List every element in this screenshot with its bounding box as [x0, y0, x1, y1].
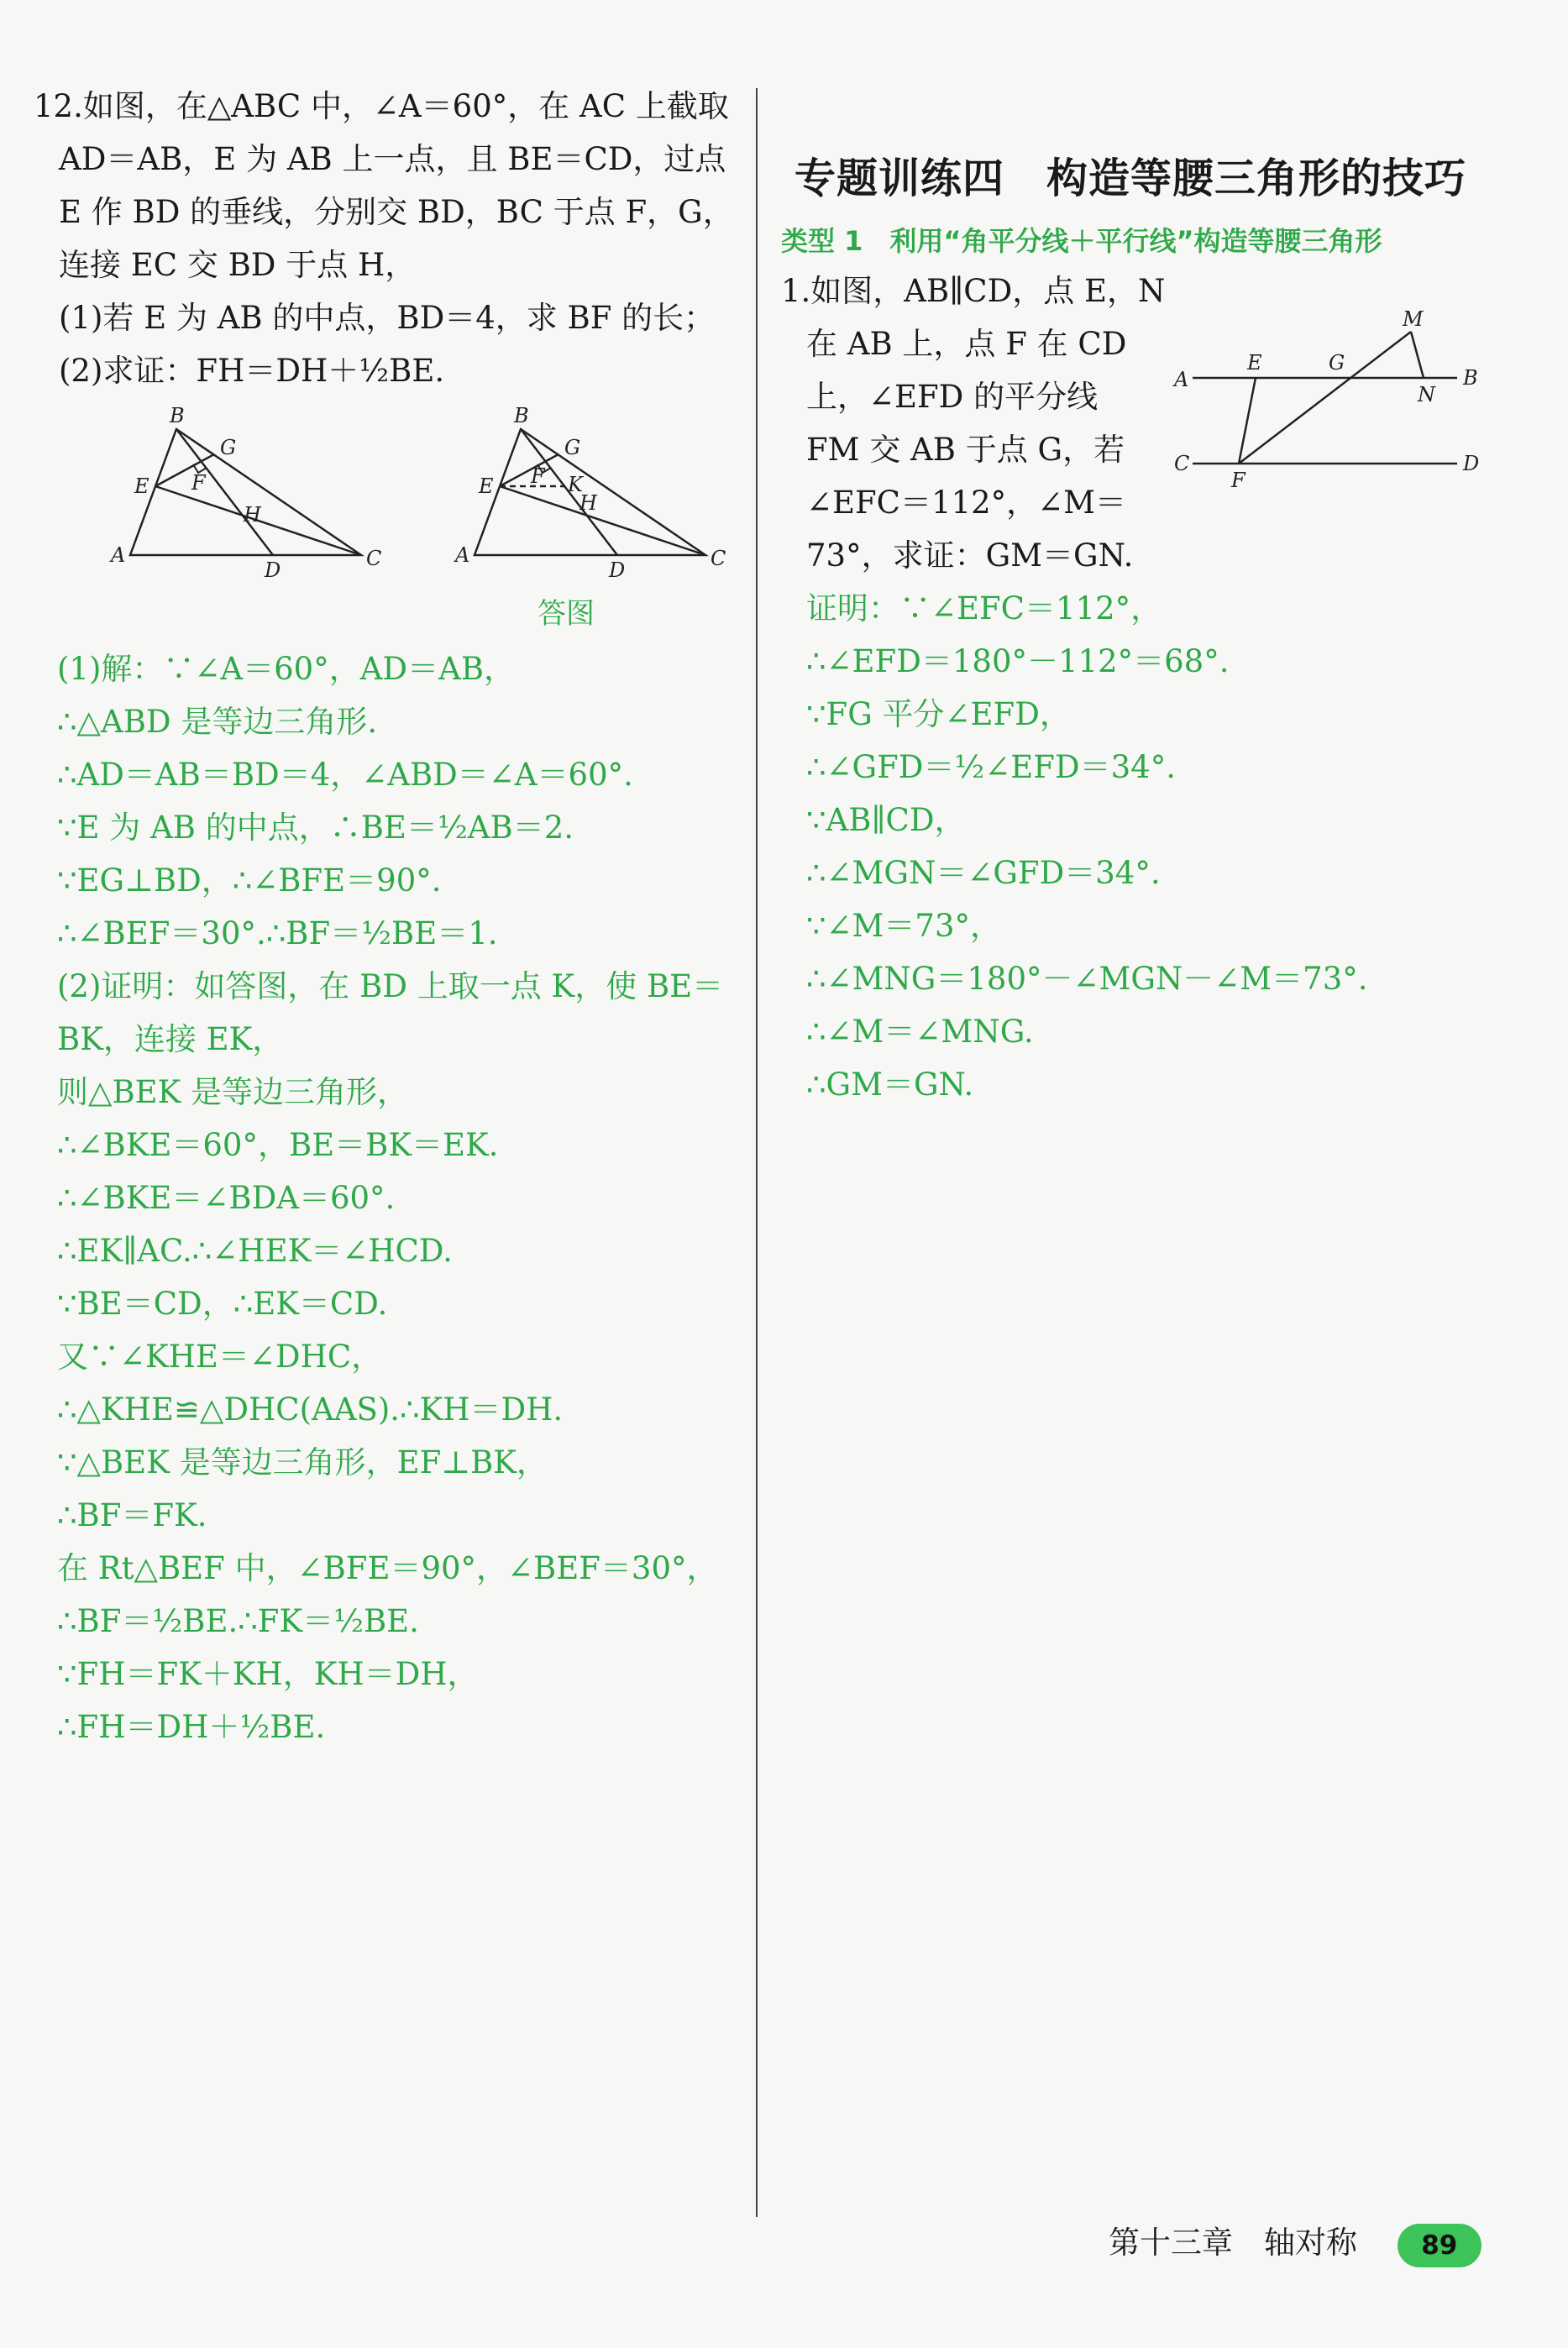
solution-line: ∴AD＝AB＝BD＝4，∠ABD＝∠A＝60°.	[57, 757, 633, 793]
label-B: B	[1463, 366, 1478, 390]
solution-line: ∵BE＝CD，∴EK＝CD.	[57, 1286, 388, 1322]
solution-line: ∵E 为 AB 的中点，∴BE＝½AB＝2.	[57, 810, 574, 846]
solution-line: ∴△ABD 是等边三角形.	[57, 704, 378, 740]
solution-line: (1)解：∵∠A＝60°，AD＝AB，	[57, 651, 516, 687]
column-divider	[756, 88, 758, 2217]
solution-line: BK，连接 EK，	[57, 1021, 284, 1057]
label-B: B	[170, 404, 185, 427]
label-A: A	[1174, 368, 1189, 391]
solution-line: ∵FG 平分∠EFD，	[806, 696, 1071, 732]
problem-1-line-3: 上，∠EFD 的平分线	[806, 379, 1099, 415]
problem-12-part-2: (2)求证：FH＝DH＋½BE.	[59, 353, 445, 389]
answer-triangle-figure	[437, 404, 739, 580]
answer-label-A: A	[455, 543, 470, 567]
solution-line: 在 Rt△BEF 中，∠BFE＝90°，∠BEF＝30°，	[57, 1550, 718, 1586]
problem-12-part-1: (1)若 E 为 AB 的中点，BD＝4，求 BF 的长；	[59, 300, 716, 336]
solution-line: ∴GM＝GN.	[806, 1067, 974, 1103]
solution-line: 又∵∠KHE＝∠DHC，	[57, 1339, 383, 1375]
solution-line: ∴∠M＝∠MNG.	[806, 1014, 1034, 1050]
label-G: G	[220, 436, 237, 459]
answer-label-E: E	[479, 474, 494, 498]
solution-line: ∵AB∥CD，	[806, 802, 966, 838]
problem-12-line-2: AD＝AB，E 为 AB 上一点，且 BE＝CD，过点	[59, 141, 726, 177]
problem-1-line-5: ∠EFC＝112°，∠M＝	[806, 485, 1127, 521]
chapter-label: 第十三章 轴对称	[1109, 2225, 1357, 2261]
label-E: E	[1247, 351, 1262, 375]
left-column	[34, 80, 739, 1753]
label-F: F	[1231, 469, 1245, 492]
solution-line: ∴∠BKE＝∠BDA＝60°.	[57, 1180, 396, 1216]
solution-line: ∴EK∥AC.∴∠HEK＝∠HCD.	[57, 1233, 453, 1269]
page-footer	[1109, 2217, 1481, 2267]
label-E: E	[134, 474, 149, 498]
label-H: H	[244, 503, 261, 527]
problem-12-line-4: 连接 EC 交 BD 于点 H，	[59, 247, 417, 283]
answer-label-H: H	[579, 491, 597, 515]
answer-label-G: G	[564, 436, 581, 459]
solution-line: ∵△BEK 是等边三角形，EF⊥BK，	[57, 1444, 548, 1481]
solution-line: 则△BEK 是等边三角形，	[57, 1074, 409, 1110]
triangle-figure	[92, 404, 395, 580]
problem-1-line-4: FM 交 AB 于点 G，若	[806, 432, 1125, 468]
problem-12-figures	[34, 404, 739, 631]
problem-1	[781, 265, 1503, 582]
label-M: M	[1403, 307, 1424, 331]
label-C: C	[366, 547, 382, 570]
solution-line: 证明：∵∠EFC＝112°，	[806, 590, 1162, 626]
solution-line: ∴BF＝FK.	[57, 1497, 207, 1533]
label-F: F	[191, 471, 206, 495]
solution-line: ∴FH＝DH＋½BE.	[57, 1709, 326, 1745]
label-C: C	[1174, 452, 1190, 475]
label-D: D	[265, 558, 281, 580]
label-N: N	[1418, 383, 1435, 406]
solution-line: ∴∠BKE＝60°，BE＝BK＝EK.	[57, 1127, 499, 1163]
solution-line: ∴∠EFD＝180°－112°＝68°.	[806, 643, 1230, 679]
answer-label-K: K	[568, 473, 583, 496]
solution-line: (2)证明：如答图，在 BD 上取一点 K，使 BE＝	[57, 968, 724, 1004]
parallel-lines-figure	[1167, 302, 1487, 504]
page-number-badge: 89	[1398, 2224, 1481, 2267]
label-A: A	[111, 543, 126, 567]
type-heading: 类型 1 利用“角平分线＋平行线”构造等腰三角形	[781, 225, 1382, 257]
solution-line: ∴BF＝½BE.∴FK＝½BE.	[57, 1603, 419, 1639]
solution-line: ∴∠BEF＝30°.∴BF＝½BE＝1.	[57, 915, 498, 951]
problem-1-line-2: 在 AB 上，点 F 在 CD	[806, 326, 1127, 362]
right-column	[781, 80, 1503, 1111]
problem-1-line-1: 1.如图，AB∥CD，点 E，N	[781, 273, 1166, 309]
solution-line: ∵EG⊥BD，∴∠BFE＝90°.	[57, 862, 442, 899]
solution-line: ∴∠MGN＝∠GFD＝34°.	[806, 855, 1161, 891]
solution-line: ∵∠M＝73°，	[806, 908, 1002, 944]
answer-label-D: D	[609, 558, 626, 580]
label-G: G	[1329, 351, 1345, 375]
problem-12-solution	[34, 642, 739, 1753]
answer-label-B: B	[514, 404, 529, 427]
answer-figure-caption: 答图	[538, 597, 595, 631]
answer-label-C: C	[711, 547, 726, 570]
solution-line: ∴△KHE≌△DHC(AAS).∴KH＝DH.	[57, 1392, 564, 1428]
answer-label-F: F	[531, 464, 545, 488]
label-D: D	[1463, 452, 1480, 475]
problem-1-line-6: 73°，求证：GM＝GN.	[806, 537, 1134, 574]
solution-line: ∴∠MNG＝180°－∠MGN－∠M＝73°.	[806, 961, 1368, 997]
solution-line: ∴∠GFD＝½∠EFD＝34°.	[806, 749, 1176, 785]
section-title: 专题训练四 构造等腰三角形的技巧	[794, 155, 1467, 202]
problem-12-line-1: 12.如图，在△ABC 中，∠A＝60°，在 AC 上截取	[34, 88, 729, 124]
problem-12-line-3: E 作 BD 的垂线，分别交 BD，BC 于点 F，G，	[59, 194, 734, 230]
solution-line: ∵FH＝FK＋KH，KH＝DH，	[57, 1656, 479, 1692]
problem-1-solution	[781, 582, 1503, 1111]
